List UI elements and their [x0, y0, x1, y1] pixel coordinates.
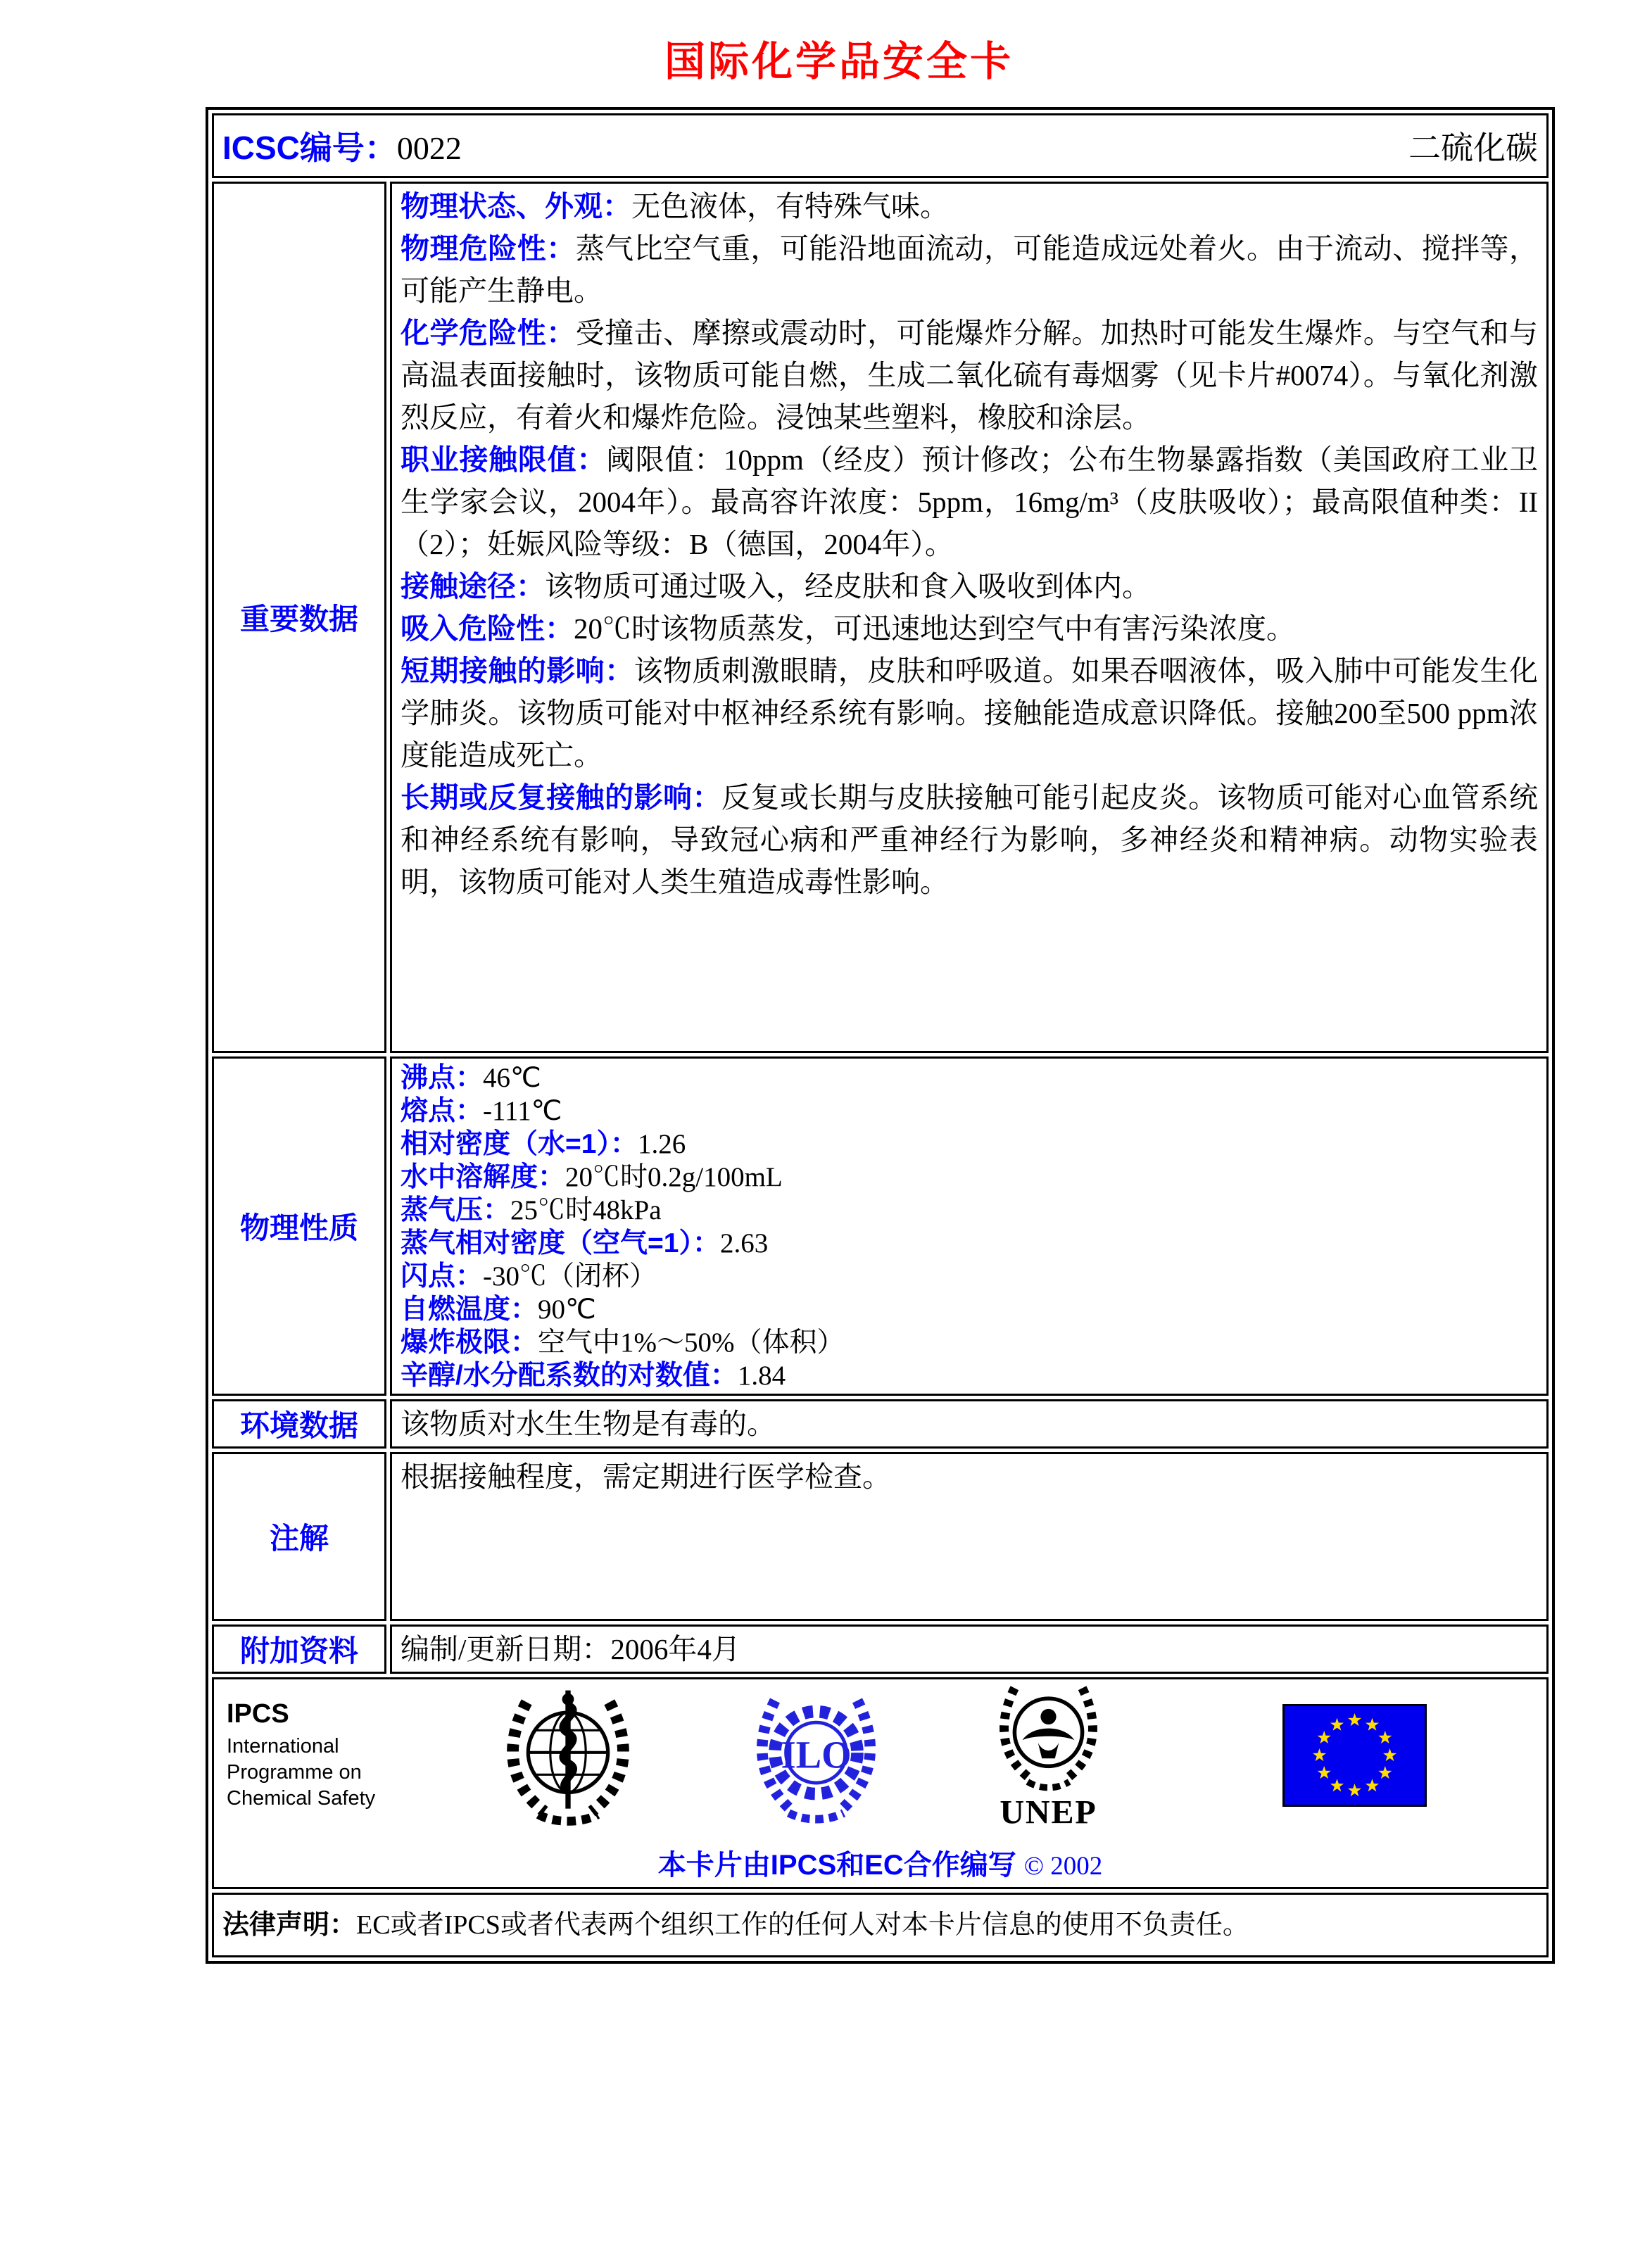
property-label: 熔点： — [401, 1096, 484, 1126]
property-value: -111℃ — [483, 1096, 562, 1126]
property-value: 25℃时48kPa — [510, 1195, 662, 1225]
property-value: -30℃（闭杯） — [483, 1261, 657, 1292]
important-data-item — [401, 565, 1538, 607]
item-text: 无色液体，有特殊气味。 — [631, 190, 949, 222]
property-line — [401, 1260, 1538, 1293]
property-line — [401, 1128, 1538, 1161]
item-text: 反复或长期与皮肤接触可能引起皮炎。该物质可能对心血管系统和神经系统有影响，导致冠心病和严重神经行为影响，多神经炎和精神病。动物实验表明，该物质可能对人类生殖造成毒性影响。 — [401, 781, 1538, 898]
ilo-logo-icon — [748, 1682, 885, 1829]
logos-footer-cell — [212, 1677, 1549, 1889]
important-data-item — [401, 185, 1538, 227]
property-value: 90℃ — [538, 1294, 596, 1325]
item-text: 蒸气比空气重，可能沿地面流动，可能造成远处着火。由于流动、搅拌等，可能产生静电。 — [401, 232, 1538, 307]
page-title: 国际化学品安全卡 — [664, 39, 1014, 84]
property-label: 蒸气压： — [401, 1195, 511, 1225]
icsc-number-group — [222, 122, 462, 169]
property-line — [401, 1161, 1538, 1194]
ipcs-line: Chemical Safety — [227, 1787, 376, 1810]
eu-flag-icon — [1282, 1704, 1427, 1807]
property-value: 20℃时0.2g/100mL — [565, 1162, 783, 1192]
legal-notice-label: 法律声明： — [222, 1910, 357, 1940]
property-line — [401, 1326, 1538, 1359]
caption-text: 本卡片由IPCS和EC合作编写 — [657, 1850, 1016, 1881]
property-label: 自燃温度： — [401, 1294, 538, 1325]
ipcs-line: International — [227, 1735, 339, 1758]
item-text: 该物质可通过吸入，经皮肤和食入吸收到体内。 — [545, 570, 1151, 602]
property-line — [401, 1227, 1538, 1260]
section-label-important-data: 重要数据 — [212, 182, 386, 1053]
section-label-environmental-data: 环境数据 — [212, 1399, 386, 1449]
item-label: 接触途径： — [401, 570, 545, 602]
important-data-content — [390, 182, 1549, 1053]
property-value: 空气中1%～50%（体积） — [538, 1327, 845, 1358]
icsc-number-label: ICSC编号： — [222, 130, 397, 166]
notes-content: 根据接触程度，需定期进行医学检查。 — [390, 1452, 1549, 1621]
important-data-item — [401, 439, 1538, 565]
footer-caption — [214, 1843, 1546, 1883]
property-label: 蒸气相对密度（空气=1）： — [401, 1228, 720, 1258]
unep-logo-icon — [983, 1677, 1114, 1835]
header-row — [214, 115, 1546, 176]
property-line — [401, 1194, 1538, 1227]
section-label-physical-properties: 物理性质 — [212, 1056, 386, 1396]
physical-properties-content — [390, 1056, 1549, 1396]
section-label-additional-info: 附加资料 — [212, 1624, 386, 1674]
legal-notice-text: EC或者IPCS或者代表两个组织工作的任何人对本卡片信息的使用不负责任。 — [356, 1910, 1249, 1940]
property-value: 46℃ — [483, 1063, 541, 1093]
item-text: 该物质刺激眼睛，皮肤和呼吸道。如果吞咽液体，吸入肺中可能发生化学肺炎。该物质可能对中枢神经系统有影响。接触能造成意识降低。接触200至500 ppm浓度能造成死亡。 — [401, 655, 1538, 771]
property-value: 2.63 — [719, 1228, 769, 1258]
environmental-data-content: 该物质对水生生物是有毒的。 — [390, 1399, 1549, 1449]
property-line — [401, 1293, 1538, 1326]
important-data-item — [401, 227, 1538, 312]
item-label: 化学危险性： — [401, 317, 576, 349]
property-value: 1.84 — [737, 1361, 786, 1391]
important-data-item — [401, 607, 1538, 650]
item-label: 物理危险性： — [401, 232, 576, 265]
icsc-card-page — [206, 0, 1538, 1964]
icsc-card-table — [206, 107, 1555, 1964]
section-label-notes: 注解 — [212, 1452, 386, 1621]
who-logo-icon — [494, 1682, 642, 1829]
property-line — [401, 1094, 1538, 1128]
logos-row — [214, 1686, 1546, 1831]
item-text: 阈限值：10ppm（经皮）预计修改；公布生物暴露指数（美国政府工业卫生学家会议，2004年）。最高容许浓度：5ppm，16mg/m³（皮肤吸收）；最高限值种类：II（2）；妊娠风险等级：B（德国，2004年）。 — [401, 443, 1538, 560]
header-row-cell — [212, 113, 1549, 178]
additional-info-content: 编制/更新日期：2006年4月 — [390, 1624, 1549, 1674]
important-data-item — [401, 650, 1538, 776]
important-data-item — [401, 776, 1538, 903]
item-label: 职业接触限值： — [401, 443, 607, 476]
caption-copyright: © 2002 — [1023, 1852, 1103, 1881]
property-label: 辛醇/水分配系数的对数值： — [401, 1361, 738, 1391]
item-label: 长期或反复接触的影响： — [401, 781, 721, 814]
svg-text:UNEP: UNEP — [1000, 1793, 1097, 1831]
legal-notice-cell — [212, 1893, 1549, 1957]
item-label: 吸入危险性： — [401, 612, 574, 645]
ipcs-line: Programme on — [227, 1761, 362, 1784]
chemical-name: 二硫化碳 — [1408, 130, 1538, 166]
important-data-item — [401, 312, 1538, 439]
property-line — [401, 1061, 1538, 1094]
property-label: 闪点： — [401, 1261, 484, 1292]
svg-text:ILO: ILO — [781, 1733, 852, 1777]
item-label: 物理状态、外观： — [401, 190, 631, 222]
property-label: 沸点： — [401, 1063, 484, 1093]
property-line — [401, 1359, 1538, 1392]
property-label: 相对密度（水=1）： — [401, 1129, 638, 1159]
item-label: 短期接触的影响： — [401, 655, 634, 687]
ipcs-text-block — [227, 1699, 438, 1812]
property-label: 爆炸极限： — [401, 1327, 538, 1358]
property-label: 水中溶解度： — [401, 1162, 566, 1192]
icsc-number-value: 0022 — [396, 130, 462, 166]
ipcs-acronym: IPCS — [227, 1699, 289, 1729]
property-value: 1.26 — [637, 1129, 686, 1159]
item-text: 受撞击、摩擦或震动时，可能爆炸分解。加热时可能发生爆炸。与空气和与高温表面接触时，该物质可能自燃，生成二氧化硫有毒烟雾（见卡片#0074）。与氧化剂激烈反应，有着火和爆炸危险。浸蚀某些塑料，橡胶和涂层。 — [401, 317, 1538, 434]
item-text: 20℃时该物质蒸发，可迅速地达到空气中有害污染浓度。 — [574, 612, 1295, 645]
